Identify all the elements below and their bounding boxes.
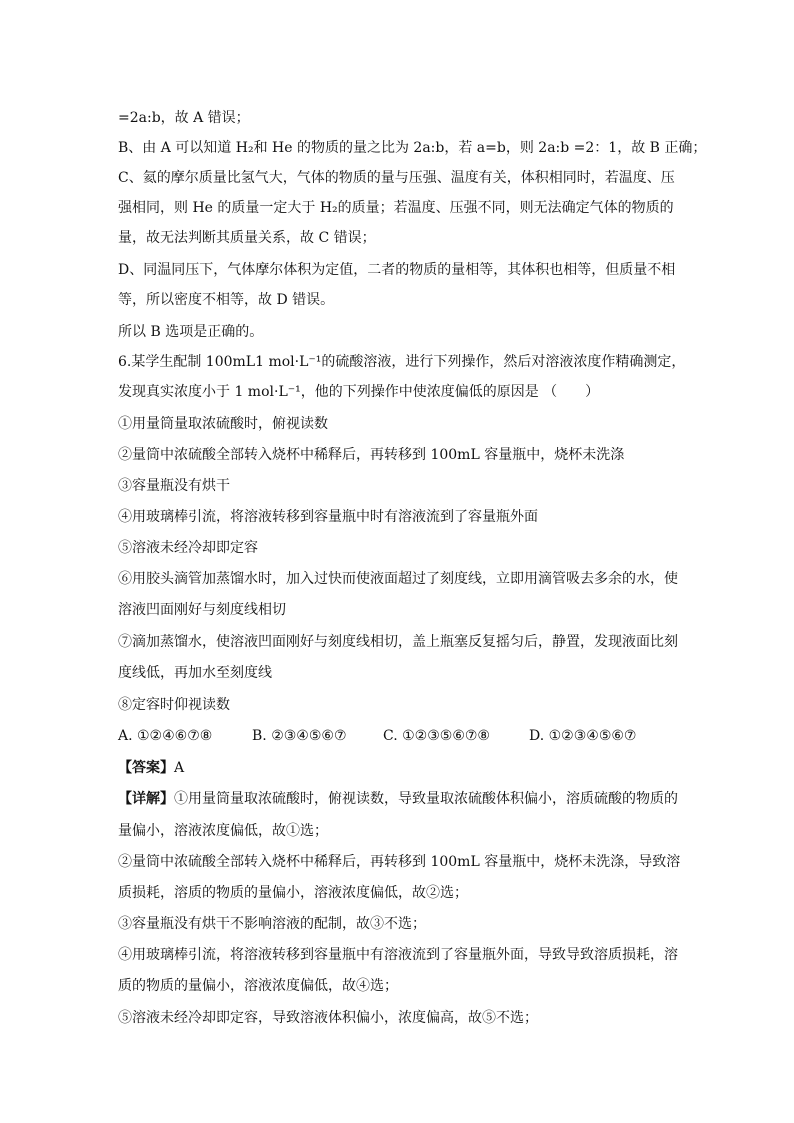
explanation-line: ③容量瓶没有烘干不影响溶液的配制，故③不选； [118,916,426,932]
explanation-line [118,789,688,809]
text-line: 强相同，则 He 的质量一定大于 H₂的质量；若温度、压强不同，则无法确定气体的物质的 [118,200,674,216]
operation-item: ⑥用胶头滴管加蒸馏水时，加入过快而使液面超过了刻度线，立即用滴管吸去多余的水，使 [118,571,678,587]
answer-options [118,726,688,746]
explanation-line: 量偏小，溶液浓度偏低，故①选； [118,823,328,839]
text-line: 等，所以密度不相等，故 D 错误。 [118,292,335,308]
answer-value: A [174,760,185,776]
text-line: C、氦的摩尔质量比氢气大，气体的物质的量与压强、温度有关，体积相同时，若温度、压 [118,170,675,186]
text-line: 所以 B 选项是正确的。 [118,324,264,340]
explanation-label: 【详解】 [118,791,174,807]
text-line: =2a:b，故 A 错误； [118,110,250,126]
explanation-line: ④用玻璃棒引流，将溶液转移到容量瓶中有溶液流到了容量瓶外面，导致导致溶质损耗，溶 [118,947,678,963]
explanation-line: 质的物质的量偏小，溶液浓度偏低，故④选； [118,978,398,994]
operation-item: ③容量瓶没有烘干 [118,478,230,494]
option-c: C. ①②③⑤⑥⑦⑧ [383,728,490,744]
operation-item: ①用量筒量取浓硫酸时，俯视读数 [118,416,328,432]
question-stem: 6.某学生配制 100mL1 mol·L⁻¹的硫酸溶液，进行下列操作，然后对溶液浓度作精确测定， [118,354,686,370]
operation-item: ⑦滴加蒸馏水，使溶液凹面刚好与刻度线相切，盖上瓶塞反复摇匀后，静置，发现液面比刻 [118,634,678,650]
operation-item: ⑧定容时仰视读数 [118,697,230,713]
option-a: A. ①②④⑥⑦⑧ [118,728,213,744]
question-stem: 发现真实浓度小于 1 mol·L⁻¹，他的下列操作中使浓度偏低的原因是 （ ） [118,384,600,400]
text-line: B、由 A 可以知道 H₂和 He 的物质的量之比为 2a:b，若 a=b，则 2a:b =2：1，故 B 正确； [118,140,707,156]
option-b: B. ②③④⑤⑥⑦ [252,728,347,744]
text-line: 量，故无法判断其质量关系，故 C 错误； [118,230,376,246]
explanation-text: ①用量筒量取浓硫酸时，俯视读数，导致量取浓硫酸体积偏小，溶质硫酸的物质的 [174,791,678,807]
explanation-line: 质损耗，溶质的物质的量偏小，溶液浓度偏低，故②选； [118,885,468,901]
option-d: D. ①②③④⑤⑥⑦ [529,728,637,744]
operation-item: ④用玻璃棒引流，将溶液转移到容量瓶中时有溶液流到了容量瓶外面 [118,509,538,525]
explanation-line: ②量筒中浓硫酸全部转入烧杯中稀释后，再转移到 100mL 容量瓶中，烧杯未洗涤，导致溶 [118,854,681,870]
operation-item: ②量筒中浓硫酸全部转入烧杯中稀释后，再转移到 100mL 容量瓶中，烧杯未洗涤 [118,447,625,463]
operation-item: 溶液凹面刚好与刻度线相切 [118,602,286,618]
explanation-line: ⑤溶液未经冷却即定容，导致溶液体积偏小，浓度偏高，故⑤不选； [118,1010,538,1026]
operation-item: 度线低，再加水至刻度线 [118,665,272,681]
answer-line [118,758,688,778]
answer-label: 【答案】 [118,760,174,776]
text-line: D、同温同压下，气体摩尔体积为定值，二者的物质的量相等，其体积也相等，但质量不相 [118,262,676,278]
operation-item: ⑤溶液未经冷却即定容 [118,540,258,556]
